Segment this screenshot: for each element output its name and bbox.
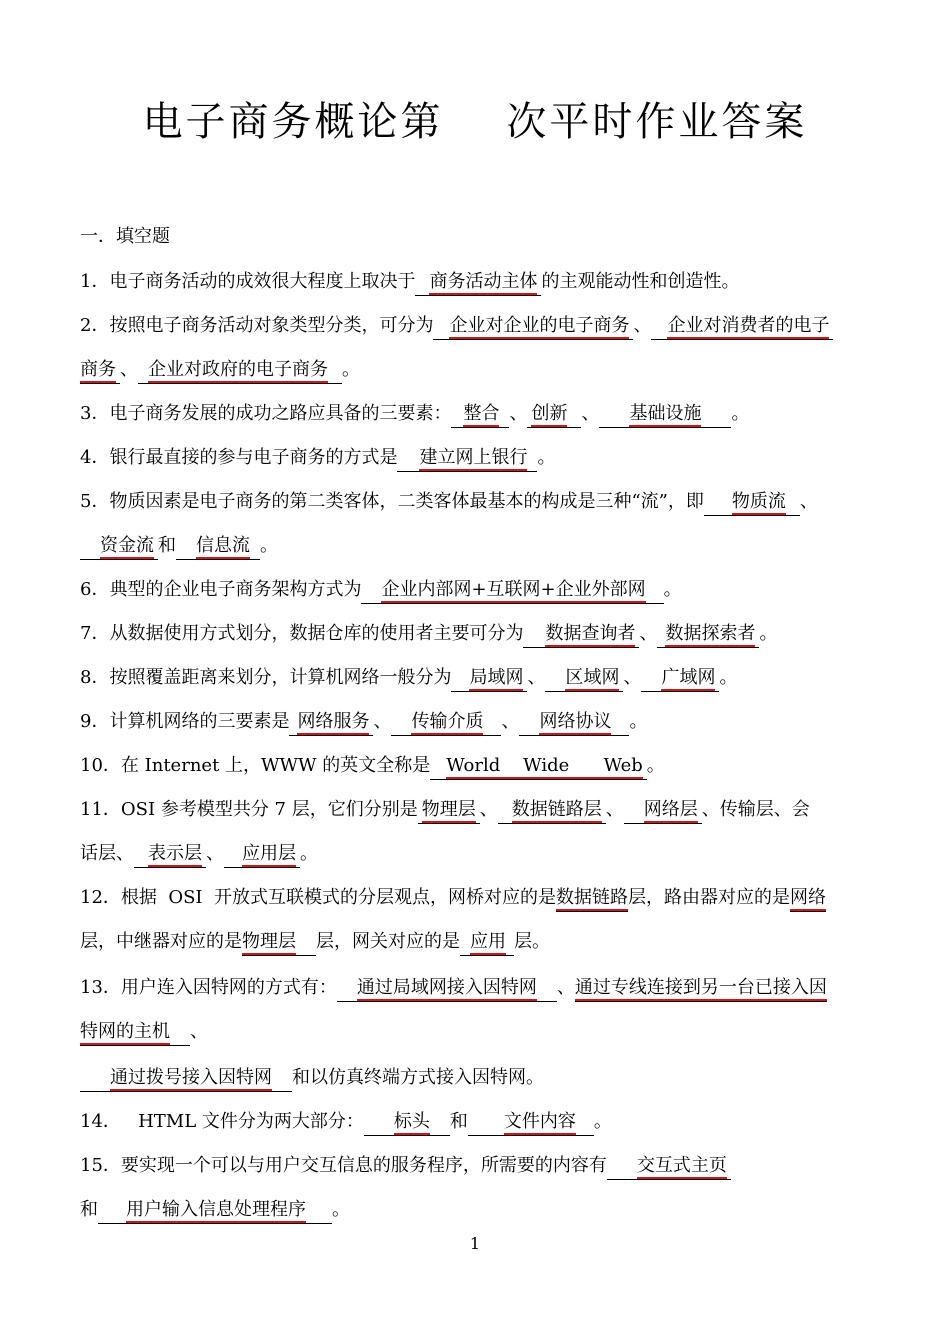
q15-text: 15．要实现一个可以与用户交互信息的服务程序，所需要的内容有 (80, 1155, 607, 1176)
q5-answer-2: 资金流 (80, 534, 158, 560)
q7-text: 7．从数据使用方式划分，数据仓库的使用者主要可分为 (80, 623, 524, 644)
q3-text-end: 。 (731, 403, 750, 424)
q11-answer-3: 网络层 (624, 798, 702, 824)
q7-sep: 、 (639, 623, 658, 644)
q5-sep-2: 和 (158, 535, 176, 556)
q11-sep-3: 、传输层、会 (701, 799, 810, 820)
question-5-line-2 (80, 534, 880, 560)
q14-text-end: 。 (593, 1111, 612, 1132)
q10-text-end: 。 (646, 755, 665, 776)
q8-answer-2: 区域网 (545, 666, 623, 692)
question-12 (80, 886, 880, 912)
q14-answer-2: 文件内容 (468, 1110, 594, 1136)
q12-answer-1: 数据链路 (556, 886, 628, 912)
q9-sep: 、 (373, 711, 392, 732)
q8-answer-1: 局域网 (451, 666, 527, 692)
question-4 (80, 446, 880, 472)
page-title: 电子商务概论第 次平时作业答案 (142, 99, 808, 145)
q14-answer-1: 标头 (364, 1110, 450, 1136)
question-14 (80, 1110, 880, 1136)
q15-answer-1: 交互式主页 (607, 1154, 731, 1180)
page-number: 1 (469, 1234, 481, 1253)
q12-answer-2: 网络 (790, 886, 826, 912)
q3-answer-1: 整合 (451, 402, 509, 428)
q13-sep: 、 (556, 977, 575, 998)
q3-text: 3．电子商务发展的成功之路应具备的三要素： (80, 403, 452, 424)
q12-sep: 层，路由器对应的是 (628, 887, 790, 908)
q10-answer-1: World Wide Web (430, 754, 647, 780)
question-10 (80, 754, 880, 780)
q14-sep: 和 (449, 1111, 468, 1132)
question-2 (80, 314, 880, 340)
q2-answer-3: 企业对政府的电子商务 (138, 358, 342, 384)
q8-sep: 、 (527, 667, 546, 688)
q3-answer-2: 创新 (527, 402, 581, 428)
q1-text-end: 的主观能动性和创造性。 (541, 271, 740, 292)
q8-text: 8．按照覆盖距离来划分，计算机网络一般分为 (80, 667, 452, 688)
q5-sep: 、 (799, 491, 818, 512)
q2-answer-2: 企业对消费者的电子 (651, 314, 833, 340)
q1-text: 1．电子商务活动的成效很大程度上取决于 (80, 271, 416, 292)
q5-text-end: 。 (260, 535, 278, 556)
q7-text-end: 。 (759, 623, 778, 644)
q11-sep: 、 (479, 799, 498, 820)
q4-text-end: 。 (537, 447, 556, 468)
q2-answer-2-cont: 商务 (80, 358, 120, 384)
q15-text-2: 和 (80, 1199, 98, 1220)
question-1 (80, 270, 880, 296)
q12-answer-4: 应用 (460, 930, 514, 956)
q3-answer-3: 基础设施 (599, 402, 731, 428)
q11-sep-4: 、 (206, 843, 224, 864)
question-9 (80, 710, 880, 736)
q15-text-end: 。 (332, 1199, 350, 1220)
question-2-line-2 (80, 358, 880, 384)
q13-answer-2: 通过专线连接到另一台已接入因 (575, 976, 827, 1002)
question-3 (80, 402, 880, 428)
q7-answer-1: 数据查询者 (523, 622, 639, 648)
q9-text: 9．计算机网络的三要素是 (80, 711, 290, 732)
q14-text: 14． HTML 文件分为两大部分： (80, 1111, 364, 1132)
q6-text-end: 。 (663, 579, 682, 600)
q11-sep-2: 、 (605, 799, 624, 820)
q10-text: 10．在 Internet 上，WWW 的英文全称是 (80, 755, 431, 776)
q11-answer-4: 表示层 (134, 842, 206, 868)
q9-answer-3: 网络协议 (519, 710, 629, 736)
question-13-line-3 (80, 1066, 880, 1092)
q11-answer-1: 物理层 (418, 798, 480, 824)
q2-sep-2: 、 (120, 359, 138, 380)
q12-sep-2: 层，网关对应的是 (316, 931, 460, 952)
q9-answer-1: 网络服务 (289, 710, 373, 736)
q8-sep-2: 、 (623, 667, 642, 688)
q13-answer-2-cont: 特网的主机 (80, 1020, 190, 1046)
q12-text-end: 层。 (514, 931, 550, 952)
q9-answer-2: 传输介质 (391, 710, 501, 736)
q13-text: 13．用户连入因特网的方式有： (80, 977, 337, 998)
q4-text: 4．银行最直接的参与电子商务的方式是 (80, 447, 398, 468)
q5-answer-1: 物质流 (704, 490, 800, 516)
q5-text: 5．物质因素是电子商务的第二类客体，二类客体最基本的构成是三种“流”，即 (80, 491, 704, 512)
question-13-line-2 (80, 1020, 880, 1046)
question-5 (80, 490, 880, 516)
question-6 (80, 578, 880, 604)
question-7 (80, 622, 880, 648)
question-12-line-2 (80, 930, 880, 956)
q11-text-2: 话层、 (80, 843, 134, 864)
q9-sep-2: 、 (501, 711, 520, 732)
section-heading: 一．填空题 (80, 226, 170, 247)
question-11 (80, 798, 880, 824)
q11-text-end: 。 (300, 843, 318, 864)
q6-text: 6．典型的企业电子商务架构方式为 (80, 579, 362, 600)
q11-answer-5: 应用层 (224, 842, 300, 868)
q3-sep-2: 、 (581, 403, 600, 424)
q11-answer-2: 数据链路层 (498, 798, 606, 824)
question-15 (80, 1154, 880, 1180)
q12-text-2: 层，中继器对应的是 (80, 931, 242, 952)
q3-sep: 、 (509, 403, 528, 424)
q15-answer-2: 用户输入信息处理程序 (98, 1198, 332, 1224)
question-8 (80, 666, 880, 692)
q13-answer-1: 通过局域网接入因特网 (337, 976, 557, 1002)
q6-answer-1: 企业内部网+互联网+企业外部网 (361, 578, 663, 604)
q1-answer-1: 商务活动主体 (415, 270, 541, 296)
q8-text-end: 。 (719, 667, 738, 688)
q2-text: 2．按照电子商务活动对象类型分类，可分为 (80, 315, 434, 336)
q12-answer-3: 物理层 (242, 930, 316, 956)
question-13 (80, 976, 880, 1002)
q13-answer-3: 通过拨号接入因特网 (80, 1066, 292, 1092)
question-11-line-2 (80, 842, 880, 868)
q2-answer-1: 企业对企业的电子商务 (433, 314, 633, 340)
q5-answer-3: 信息流 (176, 534, 260, 560)
question-15-line-2 (80, 1198, 880, 1224)
q9-text-end: 。 (629, 711, 648, 732)
q2-text-end: 。 (342, 359, 360, 380)
q7-answer-2: 数据探索者 (657, 622, 759, 648)
q13-text-end: 和以仿真终端方式接入因特网。 (292, 1067, 544, 1088)
q11-text: 11．OSI 参考模型共分 7 层，它们分别是 (80, 799, 418, 820)
q13-sep-2: 、 (190, 1021, 208, 1042)
q4-answer-1: 建立网上银行 (397, 446, 537, 472)
q2-sep: 、 (633, 315, 652, 336)
q8-answer-3: 广域网 (641, 666, 719, 692)
q12-text: 12．根据 OSI 开放式互联模式的分层观点，网桥对应的是 (80, 887, 556, 908)
